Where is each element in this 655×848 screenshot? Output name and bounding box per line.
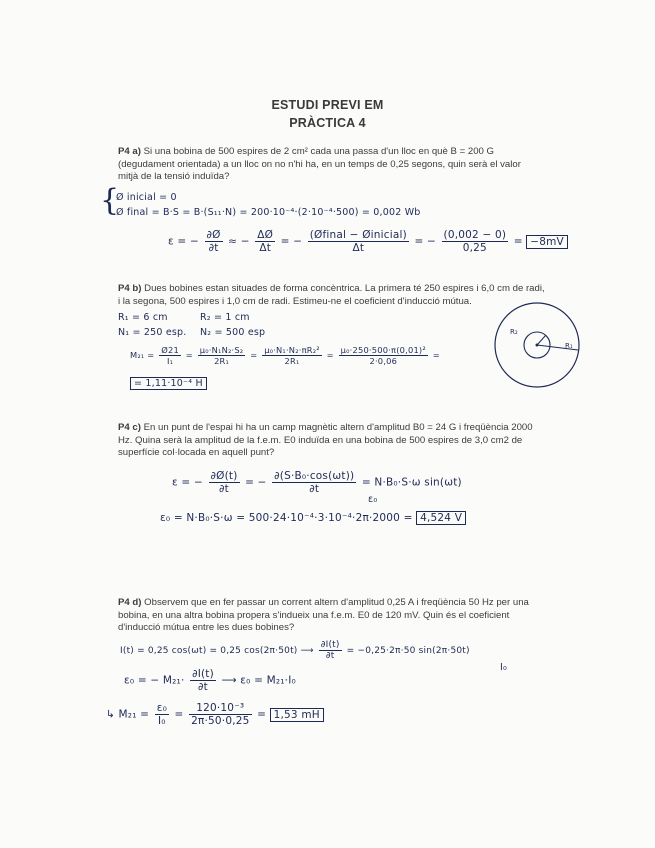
fraction: $\frac{\text{ε₀}}{\text{I₀}}$ (156, 702, 167, 727)
handwritten-line: N₂ = 500 esp (200, 327, 266, 338)
result-box: −8mV (526, 235, 568, 249)
handwritten-line: Ø inicial = 0 (116, 192, 177, 203)
fraction: $\frac{\text{(Øfinal − Øinicial)}}{\Delta t}$ (309, 229, 407, 254)
diagram-label-r2: R₂ (510, 328, 518, 336)
fraction: $\frac{Ø21}{\text{I₁}}$ (161, 345, 179, 366)
handwritten-equation: ε = − $\frac{\partial Ø(t)}{\partial t}$ = − $\frac{\text{∂(S·B₀·cos(ωt))}}{\partial t}$ = N·B₀·S·ω sin(ωt) (172, 470, 462, 495)
fraction: $\frac{\partial I(t)}{\partial t}$ (192, 668, 214, 693)
fraction: $\frac{\Delta Ø}{\Delta t}$ (257, 229, 274, 254)
fraction: $\frac{\text{μ₀·N₁·N₂·πR₂²}}{\text{2R₁}}$ (264, 345, 320, 366)
question-text: Si una bobina de 500 espires de 2 cm² cada una passa d'un lloc en què B = 200 G (degudament orientada) a un lloc on no n'hi ha, en un temps de 0,25 segons, quin serà el valor mitjà de la tensió induïda? (118, 146, 521, 182)
handwritten-equation: ↳ M₂₁ = $\frac{\text{ε₀}}{\text{I₀}}$ = $\frac{\text{120·10⁻³}}{2\pi\cdot 50\cdot 0,25}$ = 1,53 mH (106, 702, 324, 727)
fraction: $\frac{\partial I(t)}{\partial t}$ (320, 640, 340, 661)
fraction: $\frac{(0,002 - 0)}{0,25}$ (443, 229, 507, 254)
result-box: = 1,11·10⁻⁴ H (130, 377, 207, 390)
question-label: P4 c) (118, 422, 141, 433)
handwritten-line: Ø final = B·S = B·(S₁₁·N) = 200·10⁻⁴·(2·10⁻⁴·500) = 0,002 Wb (116, 207, 421, 218)
result-box: 4,524 V (416, 511, 466, 525)
result-box: 1,53 mH (270, 708, 324, 722)
handwritten-equation: M₂₁ = $\frac{Ø21}{\text{I₁}}$ = $\frac{\text{μ₀·N₁N₂·S₂}}{\text{2R₁}}$ = $\frac{\text{μ₀·N₁·N₂·πR₂²}}{\text{2R₁}}$ = $\frac{\text{μ₀·250·500·π(0,01)²}}{2\cdot 0,06}$ = (130, 345, 440, 366)
handwritten-annotation: ε₀ (368, 494, 378, 505)
diagram-label-r1: R₁ (565, 342, 573, 350)
document-subtitle: PRÀCTICA 4 (289, 116, 366, 130)
radius-r2-line (537, 335, 546, 345)
fraction: $\frac{\partial Ø}{\partial t}$ (206, 229, 221, 254)
handwritten-line: R₂ = 1 cm (200, 312, 250, 323)
handwritten-equation: I(t) = 0,25 cos(ωt) = 0,25 cos(2π·50t) ⟶ $\frac{\partial I(t)}{\partial t}$ = −0,25·2π·50 sin(2π·50t) (120, 640, 470, 661)
question-text: Dues bobines estan situades de forma concèntrica. La primera té 250 espires i 6,0 cm de radi, i la segona, 500 espires i 1,0 cm de radi. Estimeu-ne el coeficient d'inducció mútua. (118, 283, 545, 307)
handwritten-annotation: I₀ (500, 662, 508, 673)
question-label: P4 d) (118, 597, 142, 608)
question-label: P4 a) (118, 146, 141, 157)
fraction: $\frac{\text{μ₀·250·500·π(0,01)²}}{2\cdot 0,06}$ (340, 345, 426, 366)
document-title: ESTUDI PREVI EM (271, 98, 384, 112)
brace: { (100, 183, 120, 218)
question-label: P4 b) (118, 283, 142, 294)
fraction: $\frac{\partial Ø(t)}{\partial t}$ (210, 470, 238, 495)
handwritten-equation: ε = − $\frac{\partial Ø}{\partial t}$ ≈ − $\frac{\Delta Ø}{\Delta t}$ = − $\frac{\text{(Øfinal − Øinicial)}}{\Delta t}$ = − $\frac{(0,002 - 0)}{0,25}$ = −8mV (168, 229, 568, 254)
fraction: $\frac{\text{μ₀·N₁N₂·S₂}}{\text{2R₁}}$ (199, 345, 244, 366)
handwritten-line: N₁ = 250 esp. (118, 327, 187, 338)
question-text: Observem que en fer passar un corrent altern d'amplitud 0,25 A i freqüència 50 Hz per una bobina, en una altra bobina propera s'indueix una f.e.m. E0 de 120 mV. Quin és el coeficient d'inducció mútua entre les dues bobines? (118, 597, 529, 633)
handwritten-equation: ε₀ = N·B₀·S·ω = 500·24·10⁻⁴·3·10⁻⁴·2π·2000 = 4,524 V (160, 512, 466, 524)
question-text: En un punt de l'espai hi ha un camp magnètic altern d'amplitud B0 = 24 G i freqüència 2000 Hz. Quina serà la amplitud de la f.e.m. E0 induïda en una bobina de 500 espires de 3,0 cm2 de superfície col·locada en aquell punt? (118, 422, 533, 458)
fraction: $\frac{\text{∂(S·B₀·cos(ωt))}}{\partial t}$ (274, 470, 355, 495)
question-p4c (118, 422, 543, 460)
fraction: $\frac{\text{120·10⁻³}}{2\pi\cdot 50\cdot 0,25}$ (191, 702, 250, 727)
question-p4d (118, 597, 548, 635)
handwritten-equation: ε₀ = − M₂₁· $\frac{\partial I(t)}{\partial t}$ ⟶ ε₀ = M₂₁·I₀ (124, 668, 296, 693)
handwritten-line: R₁ = 6 cm (118, 312, 168, 323)
